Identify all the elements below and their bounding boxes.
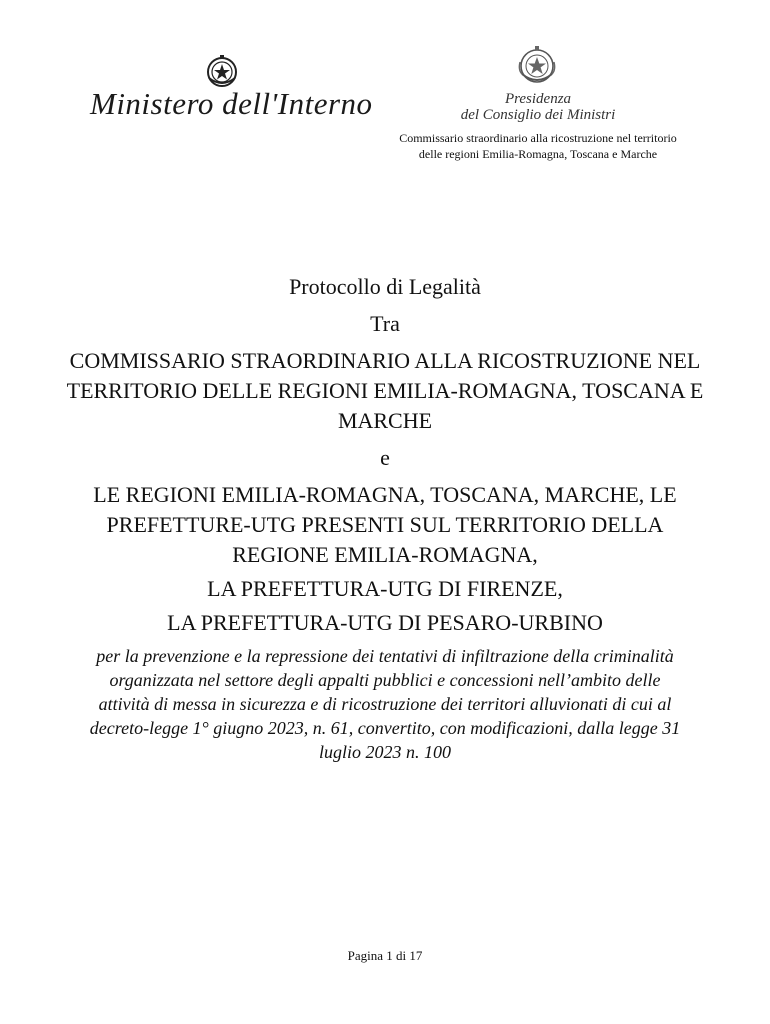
party-prefecture-firenze: LA PREFETTURA-UTG DI FIRENZE, <box>207 576 563 601</box>
conjunction-and: e <box>380 445 390 470</box>
italian-republic-emblem-icon <box>516 44 558 88</box>
page-number: Pagina 1 di 17 <box>347 948 423 963</box>
protocol-title: Protocollo di Legalità <box>289 274 481 299</box>
document-title-block <box>60 272 710 764</box>
protocol-purpose: per la prevenzione e la repressione dei tentativi di infiltrazione della criminalità organizzata nel settore degli appalti pubblici e concessioni nell’ambito delle attività di messa in sicurezza e di ricostruzione dei territori alluvionati di cui al decreto-legge 1° giugno 2023, n. 61, convertito, con modificazioni, dalla legge 31 luglio 2023 n. 100 <box>89 646 681 762</box>
between-label: Tra <box>370 311 400 336</box>
commissioner-subtitle: Commissario straordinario alla ricostruzione nel territorio delle regioni Emilia-Romagna, Toscana e Marche <box>399 131 677 161</box>
ministry-name: Ministero dell'Interno <box>90 86 373 121</box>
party-commissioner: COMMISSARIO STRAORDINARIO ALLA RICOSTRUZIONE NEL TERRITORIO DELLE REGIONI EMILIA-ROMAGNA, TOSCANA E MARCHE <box>66 348 704 433</box>
party-regions-prefectures: LE REGIONI EMILIA-ROMAGNA, TOSCANA, MARCHE, LE PREFETTURE-UTG PRESENTI SUL TERRITORIO DELLA REGIONE EMILIA-ROMAGNA, <box>93 482 677 567</box>
ministry-header <box>90 54 380 134</box>
presidency-title-line2: del Consiglio dei Ministri <box>460 107 616 123</box>
presidency-title-line1: Presidenza <box>504 91 572 107</box>
party-prefecture-pesaro-urbino: LA PREFETTURA-UTG DI PESARO-URBINO <box>167 610 603 635</box>
